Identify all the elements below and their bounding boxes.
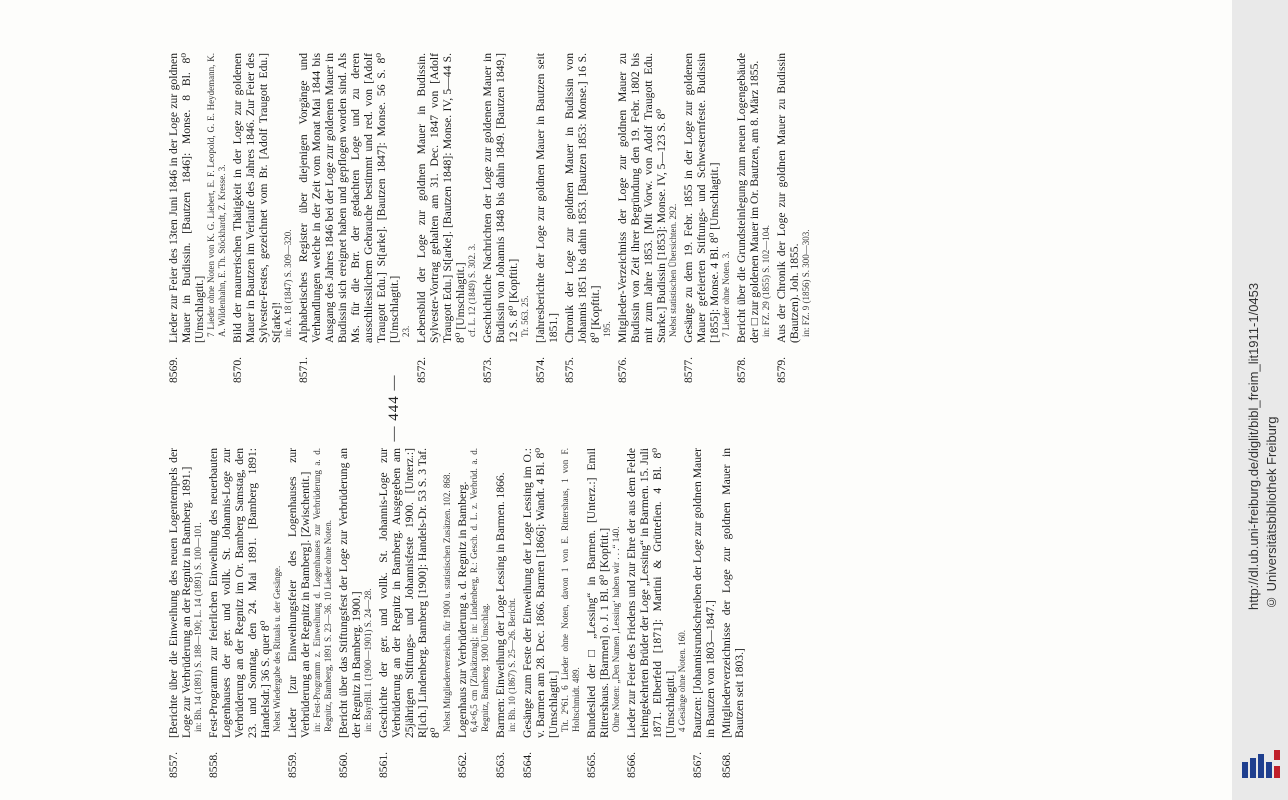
entry-number: 8560. <box>337 751 350 778</box>
entry-text: Mitglieder-Verzeichniss der Loge zur goldnen Mauer zu Budissin von Zeit ihrer Begründung den 19. Febr. 1802 bis mit zum Jahre 1853. [Mit Vorw. von Adolf Traugott Edu. Starke.] Budissin [1853]: Monse. IV, 5—123 S. 8⁰ <box>616 53 668 343</box>
bibliography-entry <box>534 53 560 383</box>
bibliography-entry <box>563 53 613 383</box>
bibliography-entry <box>231 53 294 383</box>
entry-text: Lieder zur Feier des Friedens und zur Ehre der aus dem Felde heimgekehrten Brüder der Loge „Lessing“ in Barmen. 15. Juli 1871. Elberfeld [1871]: Martini & Grüttefien. 4 Bl. 8⁰ [Umschlagtit.] <box>625 448 677 738</box>
bibliography-entry <box>286 448 334 778</box>
entry-text: Lebensbild der Loge zur goldnen Mauer in Budissin. Sylvester-Vortrag gehalten am 31. Dec. 1847 von [Adolf Traugott Edu.] St[arke]. [Bautzen 1848]: Monse. IV, 5—44 S. 8⁰ [Umschlagtit.] <box>415 53 467 343</box>
entry-number: 8558. <box>207 751 220 778</box>
entry-note: Nebst statistischen Übersichten. 292. <box>668 203 678 337</box>
entry-note: 195. <box>602 321 612 337</box>
entry-text: [Berichte über die Einweihung des neuen Logentempels der Loge zur Verbrüderung an der Regnitz in Bamberg. 1891.] <box>167 448 193 738</box>
entry-text: Bautzen: [Johannisrundschreiben der Loge zur goldnen Mauer in Bautzen von 1803—1847.] <box>691 448 717 738</box>
entry-note: 4 Gesänge ohne Noten. 160. <box>677 630 687 732</box>
entry-text: Bundeslied der □ „Lessing“ in Barmen. [Unterz.:] Emil Rittershaus. [Barmen] o. J. 1 Bl. 8⁰ [Kopftit.] <box>585 448 611 738</box>
entry-number: 8579. <box>775 356 788 383</box>
entry-number: 8576. <box>616 356 629 383</box>
bibliography-entry <box>415 53 478 383</box>
bibliography-entry <box>616 53 679 383</box>
bibliography-entry <box>682 53 732 383</box>
bibliography-entry <box>207 448 283 778</box>
entry-number: 8575. <box>563 356 576 383</box>
bibliography-entry <box>625 448 688 778</box>
entry-text: Barmen: Einweihung der Loge Lessing in Barmen. 1866. <box>494 472 507 738</box>
entry-text: [Bericht über das Stiftungsfest der Loge zur Verbrüderung an der Regnitz in Bamberg. 1900.] <box>337 448 363 738</box>
entry-note: Tit. 2⁰61. 6 Lieder ohne Noten, davon 1 von E. Rittershaus, 1 von F. Holtschmidt. 489. <box>560 448 581 732</box>
right-column <box>167 53 815 383</box>
left-column <box>167 448 749 778</box>
bibliography-entry <box>494 448 518 778</box>
entry-text: Fest-Programm zur feierlichen Einweihung des neuerbauten Logenhauses der ger. und vollk. St. Johannis-Loge zur Verbrüderung an der Regnitz im Or. Bamberg Samstag, den 23. und Sonntag, den 24. Mai 1891. [Bamberg 1891: Handelsdr.] 36 S. quer 8⁰ <box>207 448 272 738</box>
entry-note: Tr. 563. 25. <box>520 295 530 337</box>
entry-note: Nebst Mitgliederverzeichn. für 1900 u. statistischen Zusätzen. 102. 868. <box>442 472 452 732</box>
entry-note: in: Bh. 14 (1891) S. 188—190; L. 14 (1891) S. 100—101. <box>193 522 203 732</box>
entry-number: 8559. <box>286 751 299 778</box>
entry-note: in: FZ. 9 (1856) S. 300—303. <box>801 229 811 337</box>
entry-note: 6,4×6,5 cm [Zinkätzung]; in: Lindenberg, R.: Gesch. d. L. z. Verbrüd. a. d. Regnitz, Bamberg. 1900 Umschlag. <box>469 448 490 732</box>
entry-note: 23. <box>401 325 411 337</box>
bibliography-entry <box>691 448 717 778</box>
bibliography-entry <box>775 53 812 383</box>
entry-text: Bild der maurerischen Thätigkeit in der Loge zur goldenen Mauer in Bautzen im Verlaufe des Jahres 1846. Zur Feier des Sylvester-Festes, gezeichnet vom Br. [Adolf Traugott Edu.] St[arke]! <box>231 53 283 343</box>
entry-number: 8578. <box>735 356 748 383</box>
entry-note: 7 Lieder ohne Noten von K. G. Liebert, E. F. Leopold, G. E. Heydemann, K. A. Wildenhahn, E. Th. Stöckhardt, Z. Kresse. 3. <box>206 53 227 337</box>
entry-number: 8563. <box>494 751 507 778</box>
entry-number: 8564. <box>521 751 534 778</box>
document-url[interactable]: http://dl.ub.uni-freiburg.de/diglit/bibl_freim_lit1911-1/0453 <box>1246 282 1261 610</box>
entry-number: 8574. <box>534 356 547 383</box>
entry-text: Lieder zur Feier des 13ten Juni 1846 in der Loge zur goldnen Mauer in Budissin. [Bautzen 1846]: Monse. 8 Bl. 8⁰ [Umschlagtit.] <box>167 53 206 343</box>
bibliography-entry <box>521 448 582 778</box>
entry-number: 8566. <box>625 751 638 778</box>
entry-number: 8569. <box>167 356 180 383</box>
entry-text: [Mitgliederverzeichnisse der Loge zur goldnen Mauer in Bautzen seit 1803.] <box>720 448 746 738</box>
bibliography-entry <box>481 53 531 383</box>
entry-number: 8562. <box>456 751 469 778</box>
entry-number: 8572. <box>415 356 428 383</box>
ub-freiburg-logo-icon[interactable] <box>1240 744 1282 784</box>
page-number: — 444 — <box>386 374 402 442</box>
entry-number: 8570. <box>231 356 244 383</box>
entry-note: Nebst Wiedergabe des Rituals u. der Gesänge. <box>272 565 282 732</box>
entry-number: 8567. <box>691 751 704 778</box>
entry-text: Lieder [zur Einweihungsfeier des Logenhauses zur Verbrüderung an der Regnitz in Bamberg]. [Zwischentit.] <box>286 448 312 738</box>
entry-text: Geschichte der ger. und vollk. St. Johannis-Loge zur Verbrüderung an der Regnitz in Bamberg. Ausgegeben am 25jährigen Stiftungs- und Johannisfeste 1900. [Unterz.:] R[ich.] Lindenberg. Bamberg [1900]: Handels-Dr. 53 S. 3 Taf. 8⁰ <box>377 448 442 738</box>
bibliography-entry <box>585 448 622 778</box>
bibliography-entry <box>720 448 746 778</box>
bibliography-entry <box>735 53 772 383</box>
entry-number: 8577. <box>682 356 695 383</box>
entry-number: 8561. <box>377 751 390 778</box>
bibliography-entry <box>167 53 228 383</box>
entry-note: Ohne Noten: „Den Namen ‚Lessing‘ haben wir . . .“ 140. <box>611 526 621 732</box>
entry-text: Gesänge zum Feste der Einweihung der Loge Lessing im O.: v. Barmen am 28. Dec. 1866. Barmen [1866]: Wandt. 4 Bl. 8⁰ [Umschlagtit.] <box>521 448 560 738</box>
entry-note: 7 Lieder ohne Noten. 3. <box>721 251 731 337</box>
entry-text: Bericht über die Grundsteinlegung zum neuen Logengebäude der □ zur goldenen Mauer im Or. Bautzen, am 8. März 1855. <box>735 53 761 343</box>
entry-number: 8565. <box>585 751 598 778</box>
entry-number: 8557. <box>167 751 180 778</box>
entry-text: Logenhaus zur Verbrüderung a. d. Regnitz in Bamberg. <box>456 481 469 738</box>
bibliography-entry <box>377 448 453 778</box>
copyright-notice: © Universitätsbibliothek Freiburg <box>1264 416 1279 610</box>
entry-number: 8573. <box>481 356 494 383</box>
entry-text: Geschichtliche Nachrichten der Loge zur goldenen Mauer in Budissin von Johannis 1848 bis dahin 1849. [Bautzen 1849.] 12 S. 8⁰ [Kopftit.] <box>481 53 520 343</box>
bibliography-entry <box>297 53 412 383</box>
entry-note: in: A. 18 (1847) S. 309—320. <box>283 229 293 337</box>
entry-note: cf. L. 12 (1849) S. 302. 3. <box>467 243 477 337</box>
entry-note: in: FZ. 29 (1855) S. 102—104. <box>761 224 771 337</box>
entry-text: [Jahresberichte der Loge zur goldnen Mauer in Bautzen seit 1851.] <box>534 53 560 343</box>
bibliography-entry <box>456 448 491 778</box>
entry-text: Chronik der Loge zur goldnen Mauer in Budissin von Johannis 1851 bis dahin 1853. [Bautzen 1853: Monse.] 16 S. 8⁰ [Kopftit.] <box>563 53 602 343</box>
entry-note: in: Fest-Programm z. Einweihung d. Logenhauses zur Verbrüderung a. d. Regnitz, Bamberg, 1891 S. 23—36. 10 Lieder ohne Noten. <box>312 448 333 732</box>
entry-note: in: BayrBll. 1 (1900—1901) S. 24—28. <box>363 588 373 732</box>
entry-text: Aus der Chronik der Loge zur goldnen Mauer zu Budissin (Bautzen). Joh. 1855. <box>775 53 801 343</box>
entry-number: 8568. <box>720 751 733 778</box>
entry-text: Alphabetisches Register über diejenigen Vorgänge und Verhandlungen welche in der Zeit vom Monat Mai 1844 bis Ausgang des Jahres 1846 bei der Loge zur goldenen Mauer in Budissin sich ereignet haben und gepflogen worden sind. Als Ms. für die Brr. der gedachten Loge und zu deren ausschliesslichem Gebrauche bestimmt und red. von [Adolf Traugott Edu.] St[arke]. [Bautzen 1847]: Monse. 56 S. 8⁰ [Umschlagtit.] <box>297 53 401 343</box>
entry-text: Gesänge zu dem 19. Febr. 1855 in der Loge zur goldenen Mauer gefeierten Stiftungs- und Schwesternfeste. Budissin [1855]: Monse. 4 Bl. 8⁰ [Umschlagtit.] <box>682 53 721 343</box>
bibliography-entry <box>337 448 374 778</box>
bibliography-entry <box>167 448 204 778</box>
entry-note: in: Bh. 10 (1867) S. 25—26. Bericht. <box>507 598 517 732</box>
entry-number: 8571. <box>297 356 310 383</box>
